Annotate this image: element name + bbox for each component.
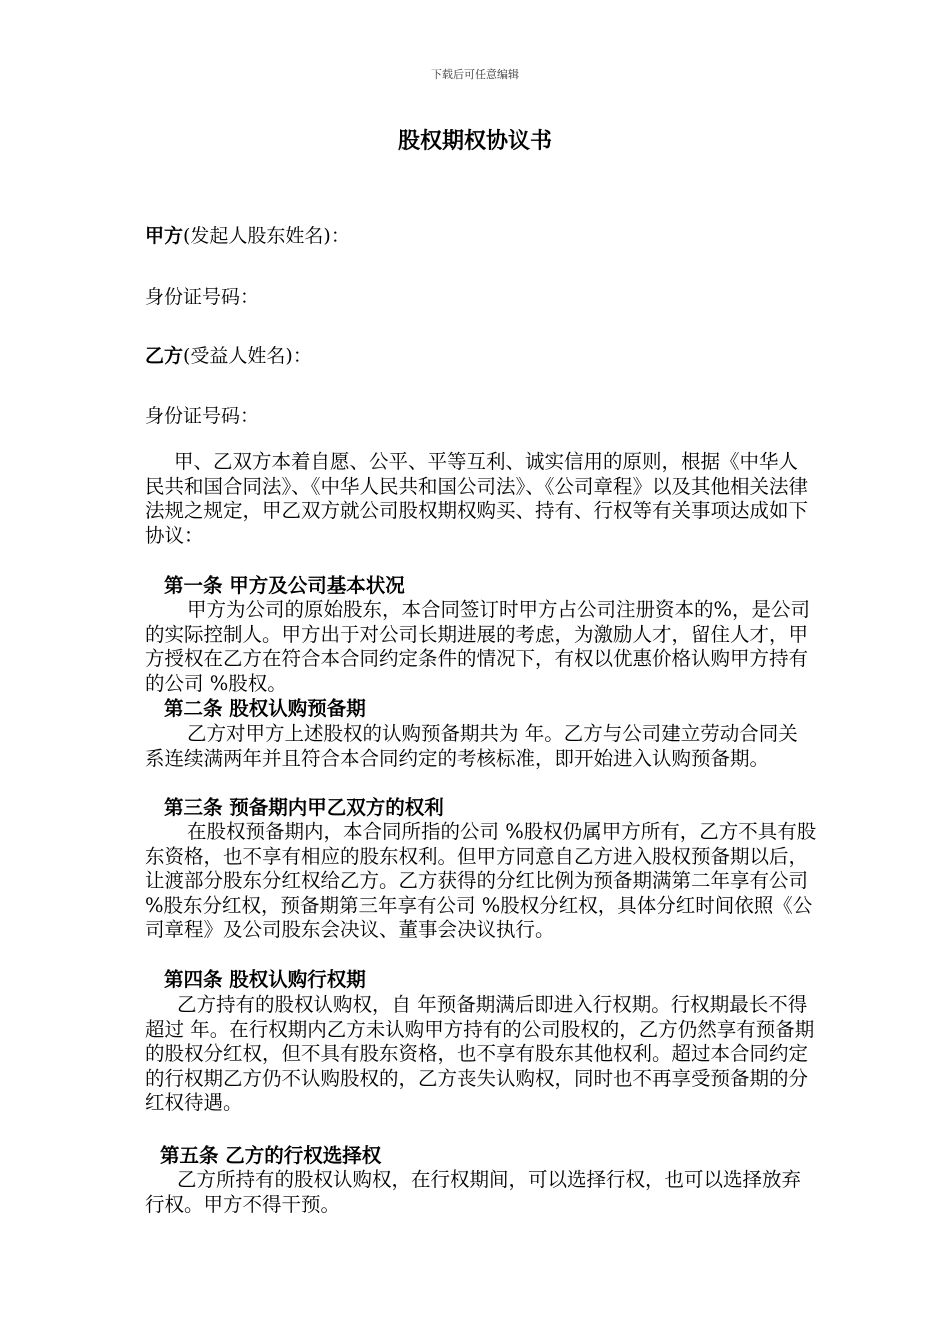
article-2-heading: 第二条 股权认购预备期 — [164, 697, 366, 720]
article-3-body: 在股权预备期内，本合同所指的公司 %股权仍属甲方所有，乙方不具有股东资格，也不享有相应的股东权利。但甲方同意自乙方进入股权预备期以后，让渡部分股东分红权给乙方。乙方获得的分红比例为预备期满第二年享有公司 %股东分红权，预备期第三年享有公司 %股权分红权，具体分红时间依照《公司章程》及公司股东会决议、董事会决议执行。 — [145, 820, 817, 941]
article-5-heading: 第五条 乙方的行权选择权 — [160, 1144, 382, 1167]
id-b-line: 身份证号码： — [145, 405, 260, 427]
party-b-label: 乙方 — [145, 345, 184, 367]
page-header: 下载后可任意编辑 — [431, 68, 519, 81]
article-3-heading: 第三条 预备期内甲乙双方的权利 — [164, 796, 444, 819]
party-b-text: (受益人姓名)： — [183, 345, 312, 367]
article-4-heading: 第四条 股权认购行权期 — [164, 968, 366, 991]
article-2-body: 乙方对甲方上述股权的认购预备期共为 年。乙方与公司建立劳动合同关系连续满两年并且符合本合同约定的考核标准，即开始进入认购预备期。 — [145, 722, 798, 770]
article-1-heading: 第一条 甲方及公司基本状况 — [164, 574, 405, 597]
party-a-text: (发起人股东姓名)： — [183, 225, 350, 247]
id-a-line: 身份证号码： — [145, 286, 260, 308]
article-5-body: 乙方所持有的股权认购权，在行权期间，可以选择行权，也可以选择放弃行权。甲方不得干预。 — [145, 1168, 802, 1216]
intro-paragraph: 甲、乙双方本着自愿、公平、平等互利、诚实信用的原则，根据《中华人民共和国合同法》、《中华人民共和国公司法》、《公司章程》以及其他相关法律法规之规定，甲乙双方就公司股权期权购买、持有、行权等有关事项达成如下协议： — [145, 450, 809, 547]
party-a-line — [145, 222, 350, 250]
article-4-body: 乙方持有的股权认购权，自 年预备期满后即进入行权期。行权期最长不得超过 年。在行权期内乙方未认购甲方持有的公司股权的，乙方仍然享有预备期的股权分红权，但不具有股东资格，也不享有股东其他权利。超过本合同约定的行权期乙方仍不认购股权的，乙方丧失认购权，同时也不再享受预备期的分红权待遇。 — [145, 993, 815, 1114]
document-title: 股权期权协议书 — [397, 128, 552, 154]
party-a-label: 甲方 — [145, 225, 184, 247]
article-1-body: 甲方为公司的原始股东，本合同签订时甲方占公司注册资本的%，是公司的实际控制人。甲方出于对公司长期进展的考虑，为激励人才，留住人才，甲方授权在乙方在符合本合同约定条件的情况下，有权以优惠价格认购甲方持有的公司 %股权。 — [145, 598, 811, 695]
party-b-line — [145, 342, 312, 370]
